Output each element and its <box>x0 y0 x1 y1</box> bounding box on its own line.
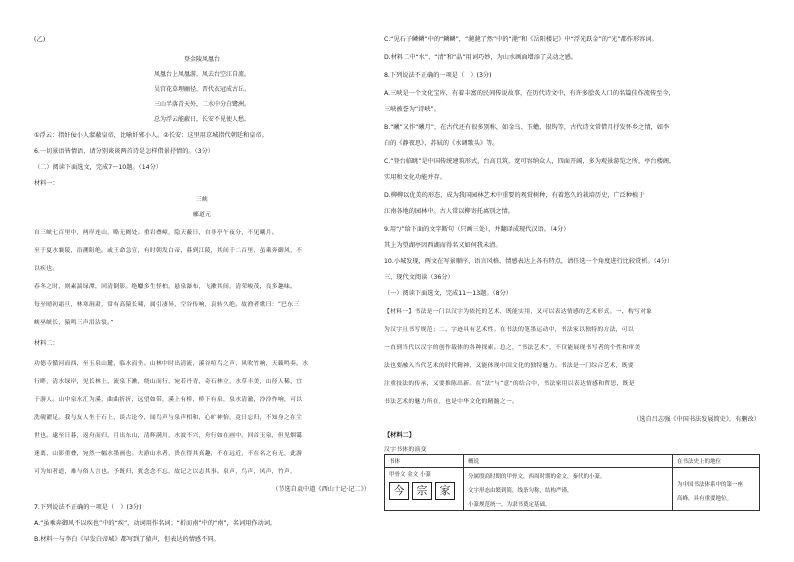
script-evolution-table <box>384 454 760 511</box>
glyph-sample: 今 <box>389 482 409 500</box>
essay-title: 三峡 <box>195 197 209 203</box>
question-8-option-b: B.“曦”又作“曦月”，在古代还有很多别称，如金乌、玉蟾、银钩等，古代诗文常借月抒发怀乡之情，如李 <box>384 124 670 131</box>
section-3-heading: 三、现代文阅读（36分） <box>384 274 454 281</box>
question-8-option-c-cont: 实用和文化功能并存。 <box>384 174 446 181</box>
question-9: 9.用“/”给下面的文字断句（只画三处），并翻译成现代汉语。（4分） <box>384 226 570 233</box>
question-6: 6.一切景语皆情语，请分别谈谈两首诗是怎样借景抒情的。（3分） <box>34 148 214 155</box>
essay-line: 世也。逮至日暮，返舟而归，月出东山，清辉满川，水波不兴，舟行如在画中。回首玉泉，但见烟霭 <box>34 433 303 439</box>
status-line: 高峰，具有重要地位。 <box>677 496 733 502</box>
table-header-cell: 在书法史上的地位 <box>673 455 760 468</box>
question-8-option-d-cont: 江南各地的园林中。古人常以柳寄托离别之情。 <box>384 208 514 215</box>
essay-line: 可为知者道，难与俗人言也。予既归，犹念念不忘，故记之以志其事。泉声，鸟声，风声，竹声， <box>34 469 297 475</box>
subsection-1-heading: （一）阅读下面选文，完成11～13题。（8分） <box>384 290 512 297</box>
table-header-cell: 概说 <box>464 455 673 468</box>
material-1-line: 法也要融入当代艺术的时代精神，又能体现中国文化的独特魅力。书法是一门综合艺术，既要 <box>384 363 634 369</box>
material-1-line: 书法艺术的魅力所在，也是中华文化的精髓之一。 <box>384 399 519 405</box>
glyph-sample: 家 <box>435 482 455 500</box>
question-7-option-b: B.材料一与李白《早发白帝城》都写到了猿声，但表达的情感不同。 <box>34 536 220 543</box>
poem-note: ①浮云：指奸佞小人蒙蔽皇帝，比喻奸邪小人。②长安：这里用京城指代朝廷和皇帝。 <box>34 132 268 139</box>
table-cell-script-types <box>385 468 464 511</box>
section-tag: (乙) <box>34 36 46 43</box>
glyph-sample: 宗 <box>412 482 432 500</box>
question-7-option-a: A.“虽乘奔御风不以疾也”中的“疾”，动词用作名词；“折而南”中的“南”，名词用作动词。 <box>34 520 277 527</box>
table-row <box>385 468 760 511</box>
question-8-option-a-cont: 三峡被誉为“诗峡”。 <box>384 106 440 113</box>
essay-line: 至于夏水襄陵，沿溯阻绝。或王命急宣，有时朝发白帝，暮到江陵，其间千二百里，虽乘奔御风，不 <box>34 248 303 254</box>
table-cell-status <box>673 468 760 511</box>
poem-line: 总为浮云能蔽日，长安不见使人愁。 <box>153 116 250 123</box>
question-8-option-a: A.三峡是一个文化宝库，有着丰富的民间传说故事，在历代诗文中，有许多脍炙人口的名篇佳作流传至今， <box>384 90 675 97</box>
material-1-line: 一直到当代以汉字的创作载体的各种探索。总之，“书法艺术”，不仅能展现书写者的个性和审美 <box>384 345 641 351</box>
essay-line: 行畔，清水绿岸，见长林上，流泉下漱，绕山而行，宛若丹青，奇石林立，水草丰美，山径人稀，宜 <box>34 379 303 385</box>
question-7-option-c: C.“见石子鳞鳞”中的“鳞鳞”，“滟滟了然”中的“滟”和《岳阳楼记》中“浮光跃金”的“光”都作形容词。 <box>384 36 658 43</box>
poem-title: 登金陵凤凰台 <box>183 56 220 63</box>
poem-line: 三山半落青天外，二水中分白鹭洲。 <box>153 101 250 108</box>
essay-line: 自三峡七百里中，两岸连山，略无阙处。重岩叠嶂，隐天蔽日，自非亭午夜分，不见曦月。 <box>34 230 278 236</box>
material-1-line: 【材料一】书法是一门以汉字为依托的艺术，既能实用，又可以表达情感的艺术形式。一、构写对象 <box>384 309 653 315</box>
essay-line: 每至晴初霜旦，林寒涧肃，常有高猿长啸，属引凄异，空谷传响，哀转久绝。故渔者歌曰：“巴东三 <box>34 302 300 308</box>
poem-line: 凤凰台上凤凰游，凤去台空江自流。 <box>153 71 250 78</box>
question-8-option-b-cont: 白的《静夜思》、苏轼的《水调歌头》等。 <box>384 140 499 147</box>
material-2-label: 【材料二】 <box>384 432 415 439</box>
essay-line: 洗砚濯足。我与友人坐于石上，谈古论今，闻鸟声与泉声相和，心旷神怡，竟日忘归，不知身之在尘 <box>34 415 303 421</box>
material-1-line: 注重技法的传承，又要推陈出新。在“法”与“意”的结合中，书法家用以表达情感和哲思，既是 <box>384 381 635 387</box>
question-7-option-d: D.材料二中“水”、“清”和“晶”用词巧妙，为山水画面增添了灵动之感。 <box>384 54 578 61</box>
question-8-option-d: D.柳柳以优美的形态，成为我国园林艺术中重要的观赏树种，有着悠久的栽培历史，广泛种植于 <box>384 192 645 199</box>
question-8: 8.下列说法不正确的一项是（ ）(3分) <box>384 72 492 79</box>
script-glyphs <box>389 482 459 500</box>
essay-line: 春冬之时，则素湍绿潭，回清倒影。绝巘多生怪柏，悬泉瀑布，飞漱其间，清荣峻茂，良多趣味。 <box>34 284 297 290</box>
essay-line: 于游人。山中泉水汇为溪，曲曲折折，远望如带，溪上有桥，桥下有泉，泉水清澈，泠泠作响，可以 <box>34 397 303 403</box>
material-1-label: 材料一： <box>34 180 59 187</box>
essay-line: 迷离，山影重叠，宛然一幅水墨画也。夫游山水者，贵在得其真趣，不在远近，不在名之有无，此游 <box>34 451 303 457</box>
material-2-label: 材料二： <box>34 340 59 347</box>
overview-line: 小篆规范统一，为隶书奠定基础。 <box>468 502 551 508</box>
question-8-option-c: C.“登台临眺”是中国传统建筑形式，台高且筑，宽可容纳众人，四面开阔，多为观景游览之所，亭台楼阁， <box>384 158 676 165</box>
section-2-heading: （二）阅读下面选文，完成7～10题。（14分） <box>34 164 162 171</box>
overview-line: 文字形态由繁到简，线条匀称，结构严谨， <box>468 488 573 494</box>
script-types-label: 甲骨文 金文 小篆 <box>389 472 431 478</box>
material-2-source: （节选自袁中道《西山十记·记二》） <box>272 486 370 493</box>
question-7: 7.下列说法不正确的一项是（ ）(3分) <box>34 504 142 511</box>
material-1-line: 为汉字且书写规范；二、字迹具有艺术性。在书法的笔墨运动中，书法家以独特的方法，可以 <box>384 327 634 333</box>
material-1-source: （选自吕志强《中国书法发展简史》，有删改） <box>633 416 760 423</box>
table-header-row <box>385 455 760 468</box>
table-title: 汉字书体的演变 <box>384 447 427 453</box>
essay-author: 郦道元 <box>192 212 212 218</box>
essay-line: 峡巫峡长，猿鸣三声泪沾裳。” <box>34 320 114 326</box>
table-header-cell: 书体 <box>385 455 464 468</box>
table-cell-overview <box>464 468 673 511</box>
overview-line: 分属殷商时期的甲骨文，西周时期的金文，秦代的小篆。 <box>468 474 606 480</box>
poem-line: 吴宫花草埋幽径，晋代衣冠成古丘。 <box>153 86 250 93</box>
question-10: 10.小城发现，两文在写景顺序、语言风格、情感表达上各有特点，请任选一个角度进行比较赏析。（4分） <box>384 258 674 265</box>
essay-line: 功德寺循河而西，至玉泉山麓，临水而坐。山林中时出清流，溪谷喧鸟之声，风吹竹响，天籁鸣奏。水 <box>34 361 309 367</box>
essay-line: 以疾也。 <box>34 266 59 272</box>
status-line: 为中国书法体系中的第一座 <box>677 482 744 488</box>
question-9-text: 其上为望湖亭因西湖而得名又如何我未清。 <box>384 242 502 249</box>
